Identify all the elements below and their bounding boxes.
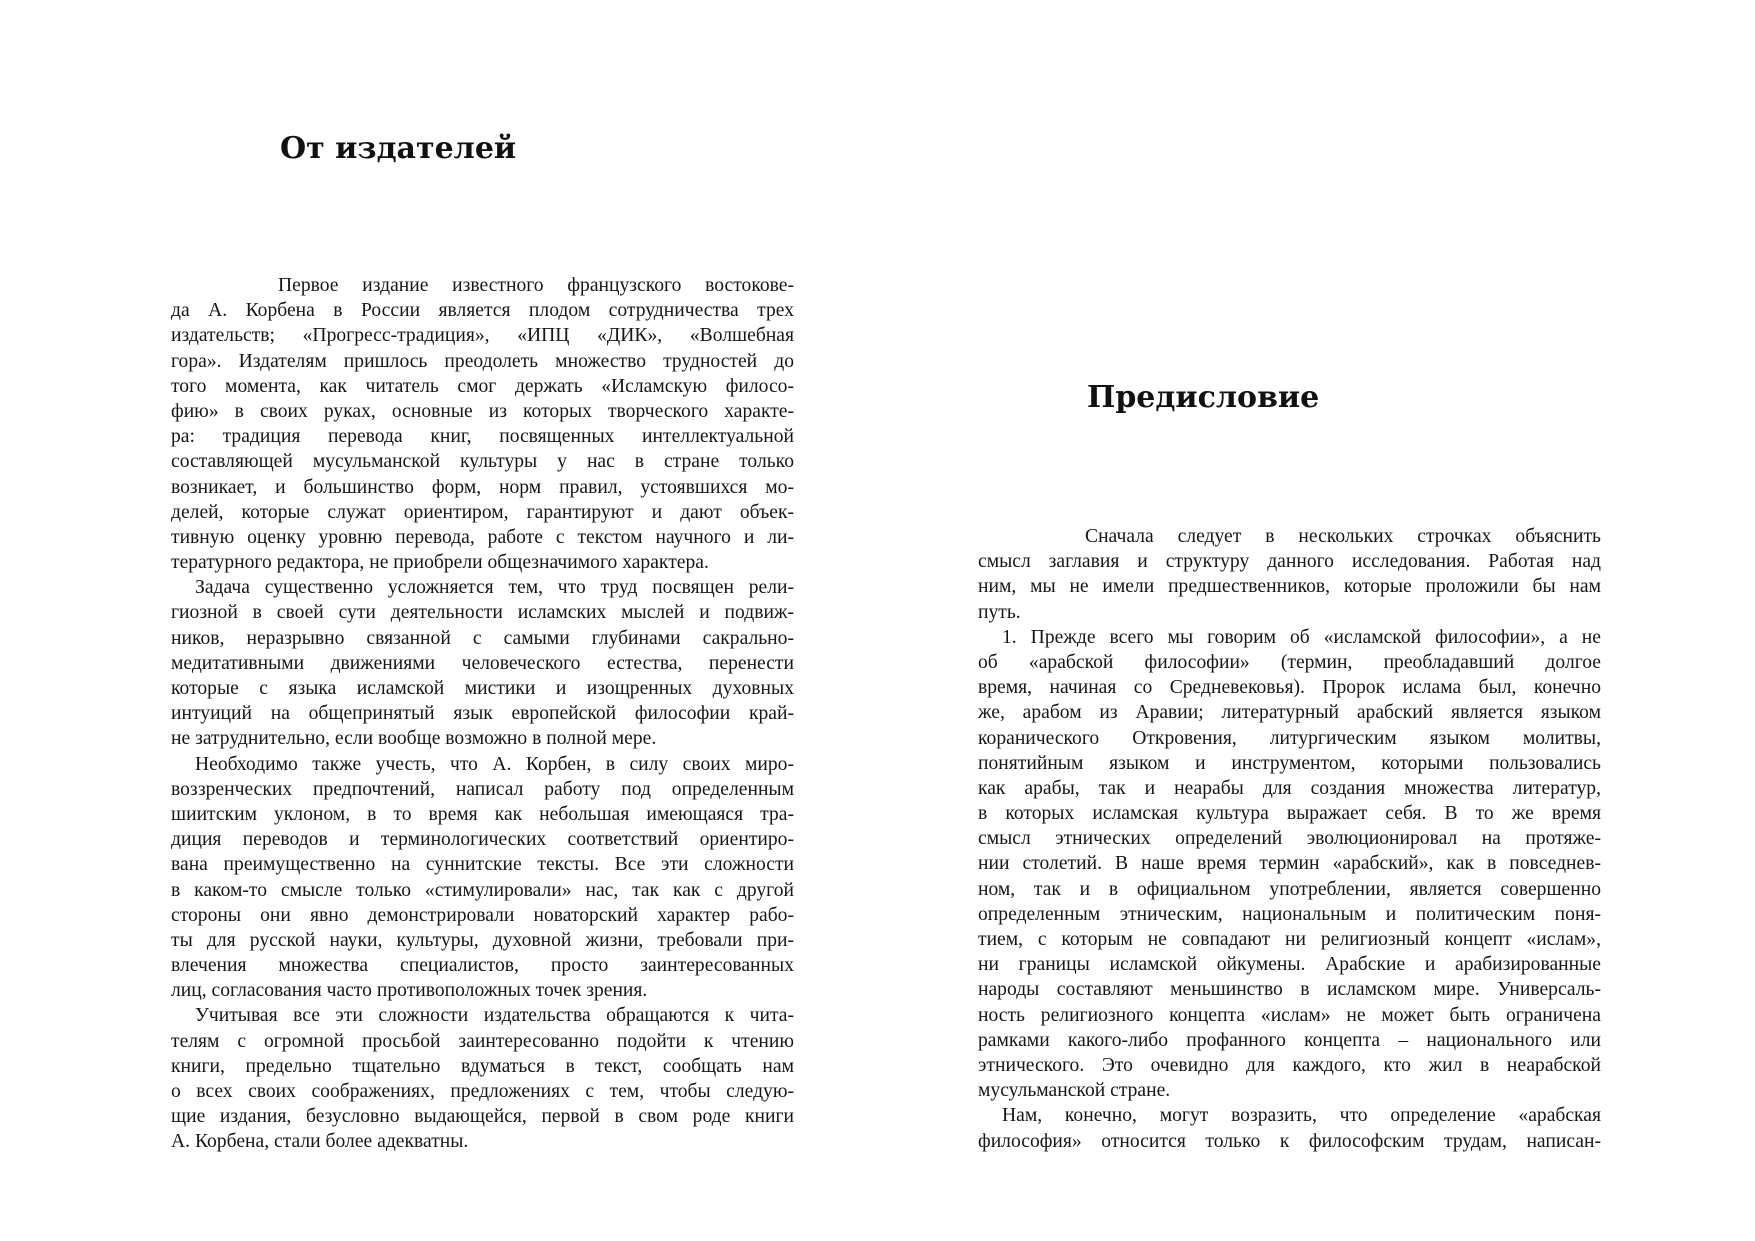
text-line: стороны они явно демонстрировали новаторский характер рабо- [171,904,794,926]
text-line: мусульманской стране. [978,1080,1171,1102]
text-line: рамками какого-либо профанного концепта – национального или [978,1029,1601,1051]
text-line: смысл заглавия и структуру данного исследования. Работая над [978,551,1601,573]
text-line: тивную оценку уровню перевода, работе с текстом научного и ли- [171,526,794,548]
text-line: составляющей мусульманской культуры у нас в стране только [171,451,794,473]
text-line: шиитским уклоном, в то время как небольшая имеющаяся тра- [171,803,794,825]
text-line: этнического. Это очевидно для каждого, кто жил в неарабской [978,1054,1601,1076]
text-line: смысл этнических определений эволюционировал на протяже- [978,828,1601,850]
text-line: гиозной в своей сути деятельности исламских мыслей и подвиж- [171,602,794,624]
text-line: ни границы исламской ойкумены. Арабские и арабизированные [978,954,1601,976]
text-line: ном, так и в официальном употреблении, является совершенно [978,878,1601,900]
text-line: делей, которые служат ориентиром, гарантируют и дают объек- [171,501,794,523]
text-line: телям с огромной просьбой заинтересованно подойти к чтению [171,1030,794,1052]
text-line: в которых исламская культура выражает себя. В то же время [978,803,1601,825]
text-line: в каком-то смысле только «стимулировали» нас, так как с другой [171,879,794,901]
text-line: медитативными движениями человеческого естества, перенести [171,652,794,674]
text-line: путь. [978,601,1021,623]
text-line: Учитывая все эти сложности издательства обращаются к чита- [195,1005,794,1027]
text-line: возникает, и большинство форм, норм правил, устоявшихся мо- [171,476,794,498]
text-line: А. Корбена, стали более адекватны. [171,1131,469,1153]
text-line: о всех своих соображениях, предложениях с тем, чтобы следую- [171,1081,794,1102]
text-line: которые с языка исламской мистики и изощренных духовных [171,678,794,699]
text-line: лиц, согласования часто противоположных точек зрения. [171,980,648,1002]
text-line: Нам, конечно, могут возразить, что определение «арабская [1002,1105,1601,1127]
text-line: гора». Издателям пришлось преодолеть множество трудностей до [171,350,794,372]
text-line: тературного редактора, не приобрели общезначимого характера. [171,552,709,574]
body-text [171,273,794,1155]
text-line: того момента, как читатель смог держать «Исламскую филосо- [171,375,794,397]
text-line: ты для русской науки, культуры, духовной жизни, требовали при- [171,929,794,951]
text-line: влечения множества специалистов, просто заинтересованных [171,955,794,977]
text-line: фию» в своих руках, основные из которых творческого характе- [171,400,794,422]
text-line: тием, с которым не совпадают ни религиозный концепт «ислам», [978,929,1601,950]
text-line: ность религиозного концепта «ислам» не может быть ограничена [978,1004,1601,1026]
text-line: коранического Откровения, литургическим языком молитвы, [978,727,1601,749]
text-line: издательств; «Прогресс-традиция», «ИПЦ «ДИК», «Волшебная [171,325,794,347]
page-title: От издателей [280,131,517,166]
text-line: Сначала следует в нескольких строчках объяснить [1085,526,1601,547]
text-line: воззренческих предпочтений, написал работу под определенным [171,778,794,800]
text-line: вана преимущественно на суннитские тексты. Все эти сложности [171,854,794,876]
text-line: об «арабской философии» (термин, преобладавший долгое [978,651,1601,673]
text-line: 1. Прежде всего мы говорим об «исламской философии», а не [1002,626,1601,648]
page-title: Предисловие [1087,380,1320,415]
text-line: ра: традиция перевода книг, посвященных интеллектуальной [171,426,794,448]
left-page [0,0,877,1241]
text-line: философия» относится только к философским трудам, написан- [978,1130,1601,1152]
text-line: народы составляют меньшинство в исламском мире. Универсаль- [978,979,1601,1001]
text-line: Задача существенно усложняется тем, что труд посвящен рели- [195,577,794,599]
text-line: время, начиная со Средневековья). Пророк ислама был, конечно [978,677,1601,699]
text-line: понятийным языком и инструментом, которыми пользовались [978,752,1601,774]
text-line: диция переводов и терминологических соответствий ориентиро- [171,829,794,851]
text-line: щие издания, безусловно выдающейся, первой в свом роде книги [171,1106,794,1128]
body-text [978,524,1601,1154]
text-line: интуиций на общепринятый язык европейской философии край- [171,703,794,725]
text-line: нии столетий. В наше время термин «арабский», как в повседнев- [978,853,1601,875]
text-line: ним, мы не имели предшественников, которые проложили бы нам [978,576,1601,598]
right-page [877,0,1755,1241]
text-line: книги, предельно тщательно вдуматься в текст, сообщать нам [171,1055,794,1077]
text-line: да А. Корбена в России является плодом сотрудничества трех [171,300,794,322]
text-line: Первое издание известного французского востокове- [278,275,794,296]
text-line: как арабы, так и неарабы для создания множества литератур, [978,777,1601,799]
text-line: Необходимо также учесть, что А. Корбен, в силу своих миро- [195,753,794,775]
text-line: не затруднительно, если вообще возможно в полной мере. [171,728,657,750]
text-line: же, арабом из Аравии; литературный арабский является языком [978,702,1601,724]
text-line: определенным этническим, национальным и политическим поня- [978,903,1601,925]
text-line: ников, неразрывно связанной с самыми глубинами сакрально- [171,627,794,649]
